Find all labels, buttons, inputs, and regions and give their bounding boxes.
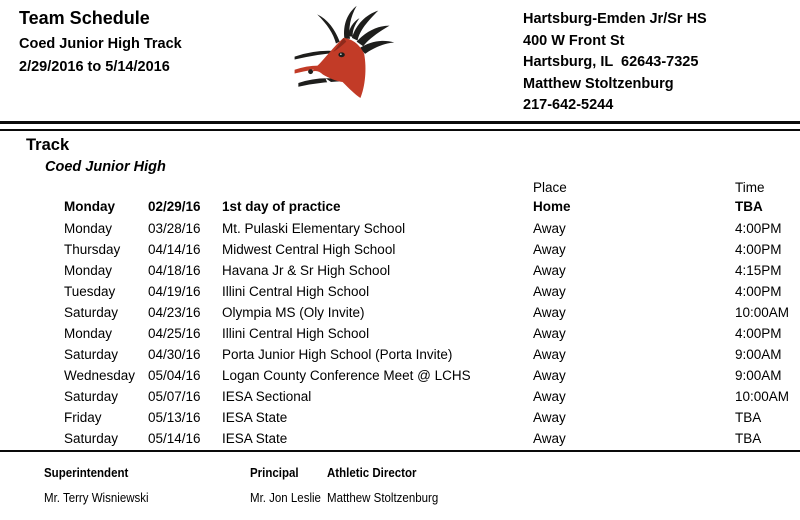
column-header-time: Time <box>735 180 765 195</box>
header-divider-double-rule <box>0 121 800 131</box>
table-row <box>64 323 800 344</box>
schedule-rows <box>64 194 800 449</box>
row-place: Away <box>533 242 566 257</box>
row-place: Away <box>533 431 566 446</box>
table-row <box>64 194 800 218</box>
school-city-state-zip: Hartsburg, IL 62643-7325 <box>523 54 699 71</box>
row-place: Away <box>533 326 566 341</box>
row-day: Saturday <box>64 347 119 362</box>
row-date: 03/28/16 <box>148 221 201 236</box>
row-day: Saturday <box>64 389 119 404</box>
row-day: Saturday <box>64 431 119 446</box>
row-day: Monday <box>64 198 116 214</box>
stag-head-icon <box>292 4 410 98</box>
official-title: Superintendent <box>44 466 129 480</box>
header-left <box>19 8 182 75</box>
row-day: Wednesday <box>64 368 136 383</box>
row-time: 4:00PM <box>735 221 782 236</box>
row-event: Porta Junior High School (Porta Invite) <box>222 347 453 362</box>
row-time: 4:00PM <box>735 242 782 257</box>
row-place: Away <box>533 368 566 383</box>
official-name: Mr. Terry Wisniewski <box>44 491 149 505</box>
official-title: Athletic Director <box>327 466 417 480</box>
row-event: IESA State <box>222 410 288 425</box>
row-event: Illini Central High School <box>222 284 370 299</box>
row-place: Away <box>533 410 566 425</box>
official-name: Mr. Jon Leslie <box>250 491 321 505</box>
school-phone: 217-642-5244 <box>523 97 614 114</box>
table-row <box>64 428 800 449</box>
row-event: Mt. Pulaski Elementary School <box>222 221 406 236</box>
row-time: 4:00PM <box>735 284 782 299</box>
table-row <box>64 260 800 281</box>
school-mascot-logo <box>292 4 410 98</box>
official-block <box>327 466 448 505</box>
row-date: 04/25/16 <box>148 326 201 341</box>
school-name: Hartsburg-Emden Jr/Sr HS <box>523 11 707 27</box>
official-name: Matthew Stoltzenburg <box>327 491 439 505</box>
schedule-table <box>64 180 800 449</box>
table-row <box>64 344 800 365</box>
row-time: 9:00AM <box>735 368 782 383</box>
table-row <box>64 281 800 302</box>
official-block <box>44 466 250 505</box>
row-time: TBA <box>735 198 763 214</box>
row-time: 4:15PM <box>735 263 782 278</box>
official-block <box>250 466 327 505</box>
officials-footer <box>44 466 448 505</box>
row-time: 9:00AM <box>735 347 782 362</box>
row-date: 04/30/16 <box>148 347 201 362</box>
row-time: TBA <box>735 410 762 425</box>
row-day: Tuesday <box>64 284 116 299</box>
row-event: IESA Sectional <box>222 389 312 404</box>
date-range: 2/29/2016 to 5/14/2016 <box>19 59 170 75</box>
row-date: 04/19/16 <box>148 284 201 299</box>
row-day: Monday <box>64 221 113 236</box>
table-row <box>64 365 800 386</box>
row-place: Away <box>533 263 566 278</box>
row-event: Illini Central High School <box>222 326 370 341</box>
row-day: Friday <box>64 410 102 425</box>
table-row <box>64 218 800 239</box>
table-row <box>64 239 800 260</box>
row-place: Away <box>533 221 566 236</box>
row-event: 1st day of practice <box>222 198 341 214</box>
sport-section-title: Track <box>26 136 70 154</box>
row-place: Home <box>533 198 571 214</box>
row-date: 02/29/16 <box>148 198 201 214</box>
row-date: 05/04/16 <box>148 368 201 383</box>
row-date: 04/14/16 <box>148 242 201 257</box>
row-date: 05/13/16 <box>148 410 201 425</box>
row-event: Olympia MS (Oly Invite) <box>222 305 365 320</box>
row-time: 4:00PM <box>735 326 782 341</box>
row-day: Monday <box>64 326 113 341</box>
row-place: Away <box>533 284 566 299</box>
official-title: Principal <box>250 466 299 480</box>
row-time: 10:00AM <box>735 389 790 404</box>
row-day: Thursday <box>64 242 121 257</box>
school-contact: Matthew Stoltzenburg <box>523 75 674 92</box>
column-header-place: Place <box>533 180 567 195</box>
row-event: Havana Jr & Sr High School <box>222 263 391 278</box>
row-date: 04/18/16 <box>148 263 201 278</box>
row-time: 10:00AM <box>735 305 790 320</box>
page-title: Team Schedule <box>19 8 150 28</box>
row-place: Away <box>533 389 566 404</box>
row-event: IESA State <box>222 431 288 446</box>
table-row <box>64 407 800 428</box>
team-section-subtitle: Coed Junior High <box>45 159 166 175</box>
row-place: Away <box>533 347 566 362</box>
school-address: 400 W Front St <box>523 32 625 49</box>
row-time: TBA <box>735 431 762 446</box>
school-info-block <box>523 9 707 117</box>
row-date: 05/14/16 <box>148 431 201 446</box>
table-row <box>64 302 800 323</box>
row-date: 05/07/16 <box>148 389 201 404</box>
row-place: Away <box>533 305 566 320</box>
row-day: Saturday <box>64 305 119 320</box>
footer-divider-rule <box>0 450 800 452</box>
row-date: 04/23/16 <box>148 305 201 320</box>
schedule-column-header-row <box>64 180 800 194</box>
row-event: Midwest Central High School <box>222 242 396 257</box>
row-event: Logan County Conference Meet @ LCHS <box>222 368 471 383</box>
row-day: Monday <box>64 263 113 278</box>
table-row <box>64 386 800 407</box>
team-subtitle: Coed Junior High Track <box>19 36 182 52</box>
